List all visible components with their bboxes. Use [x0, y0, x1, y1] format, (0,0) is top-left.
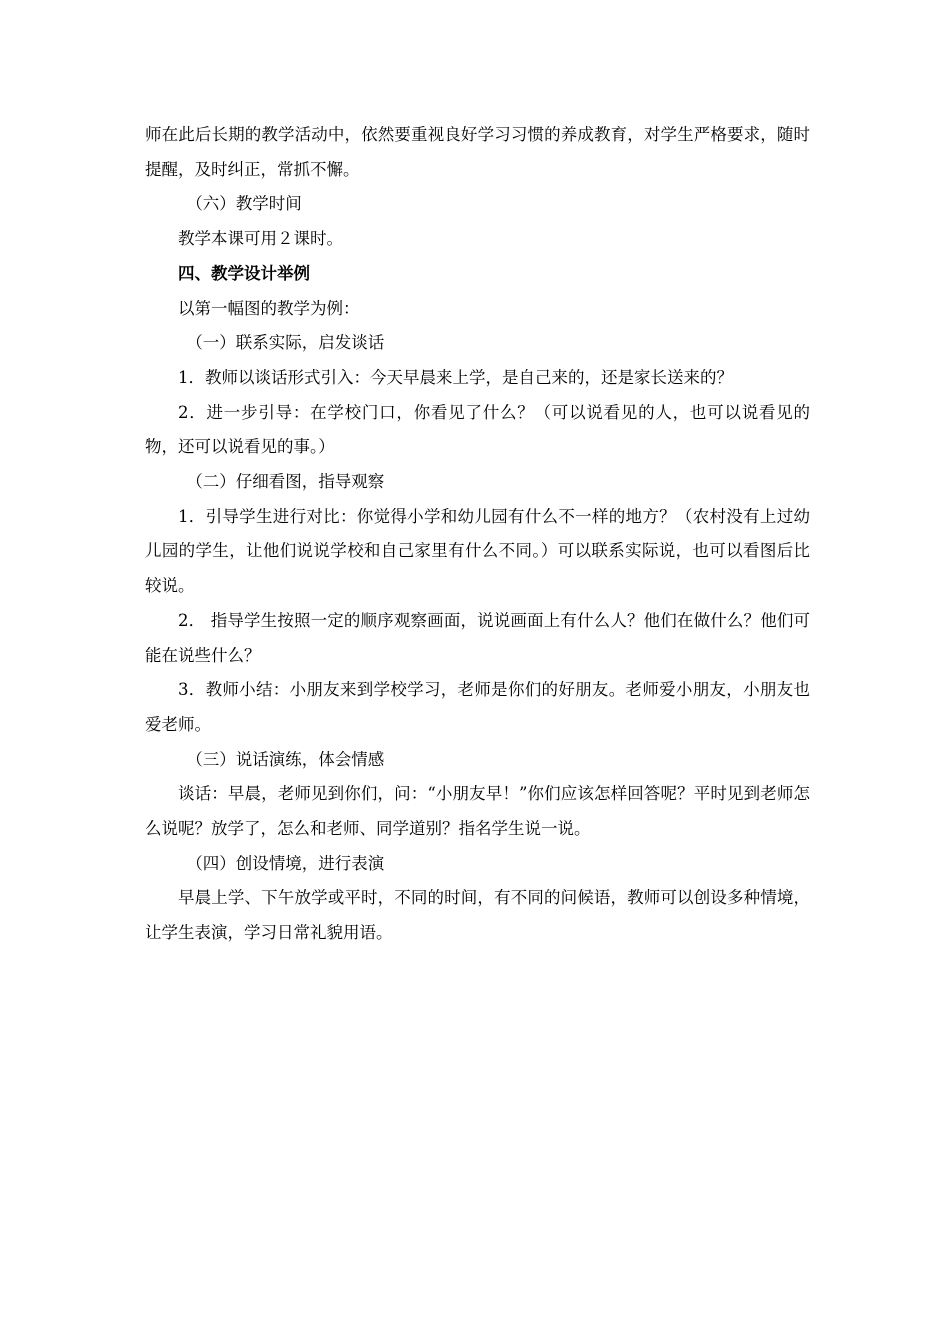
list-item-2-1: 1．引导学生进行对比：你觉得小学和幼儿园有什么不一样的地方？（农村没有上过幼儿园的学生，让他们说说学校和自己家里有什么不同。）可以联系实际说，也可以看图后比较说。 [145, 506, 810, 596]
paragraph-teaching-time: 教学本课可用２课时。 [178, 229, 343, 249]
paragraph-dialogue: 谈话：早晨，老师见到你们，问：“小朋友早！”你们应该怎样回答呢？平时见到老师怎么说呢？放学了，怎么和老师、同学道别？指名学生说一说。 [145, 784, 810, 839]
document-page [145, 118, 810, 951]
section-design-example-heading: 四、教学设计举例 [178, 263, 310, 283]
paragraph-continuation: 师在此后长期的教学活动中，依然要重视良好学习习惯的养成教育，对学生严格要求，随时提醒，及时纠正，常抓不懈。 [145, 125, 810, 179]
list-item-2-3: 3．教师小结：小朋友来到学校学习，老师是你们的好朋友。老师爱小朋友，小朋友也爱老师。 [145, 680, 810, 734]
list-item-1-2: 2．进一步引导：在学校门口，你看见了什么？（可以说看见的人，也可以说看见的物，还可以说看见的事。） [145, 402, 810, 457]
subsection-3-heading: （三）说话演练，体会情感 [186, 749, 385, 769]
subsection-4-heading: （四）创设情境，进行表演 [186, 853, 385, 873]
paragraph-performance: 早晨上学、下午放学或平时，不同的时间，有不同的问候语，教师可以创设多种情境，让学生表演，学习日常礼貌用语。 [145, 888, 810, 943]
paragraph-example-intro: 以第一幅图的教学为例： [178, 298, 360, 318]
section-teaching-time-heading: （六）教学时间 [186, 194, 302, 214]
list-item-2-2: 2． 指导学生按照一定的顺序观察画面，说说画面上有什么人？他们在做什么？他们可能在说些什么？ [145, 610, 810, 665]
subsection-2-heading: （二）仔细看图，指导观察 [186, 472, 385, 492]
subsection-1-heading: （一）联系实际，启发谈话 [186, 333, 385, 353]
list-item-1-1: 1．教师以谈话形式引入：今天早晨来上学，是自己来的，还是家长送来的？ [178, 367, 733, 387]
